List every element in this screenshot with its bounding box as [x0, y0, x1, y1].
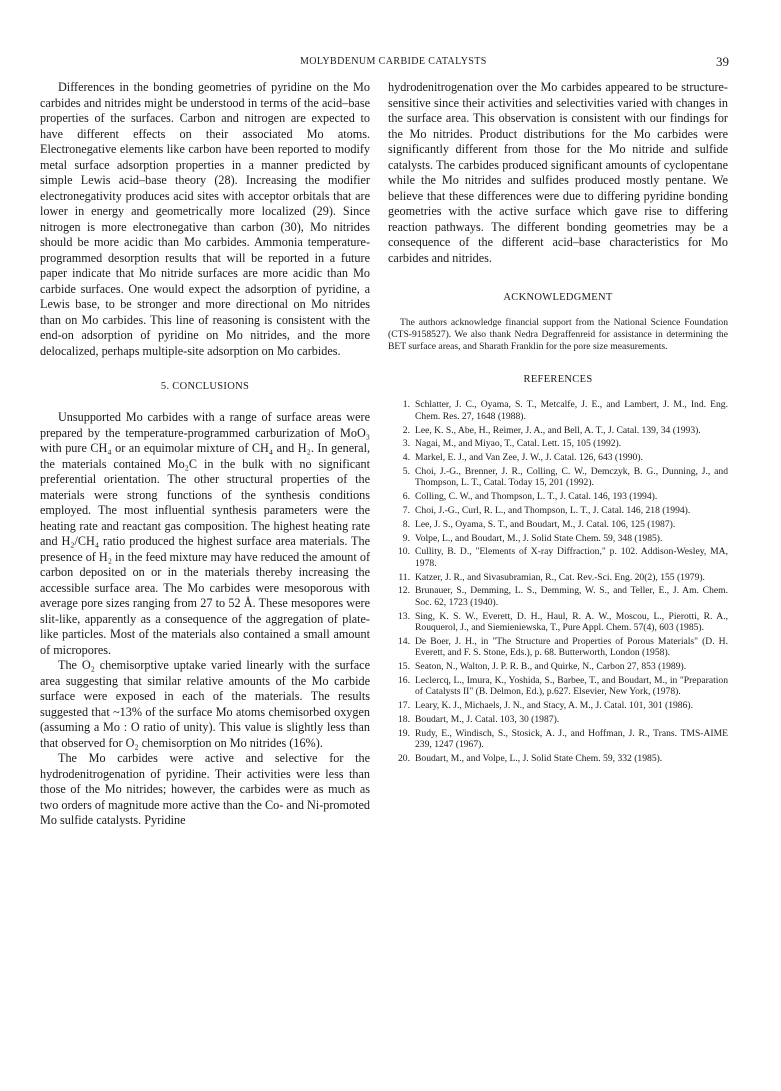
references-heading: REFERENCES: [523, 374, 593, 386]
reference-text: Boudart, M., and Volpe, L., J. Solid State Chem. 59, 332 (1985).: [415, 752, 663, 764]
reference-number: 20.: [398, 752, 410, 764]
reference-item: [388, 519, 728, 530]
reference-text: Lee, J. S., Oyama, S. T., and Boudart, M., J. Catal. 106, 125 (1987).: [415, 518, 676, 530]
conclusions-paragraph-3: The Mo carbides were active and selective for the hydrodenitrogenation of pyridine. Their activities were less than those of the Mo nitrides; however, the carbides were as much as two orders of magnitude more active than the Co- and Ni-promoted Mo sulfide catalysts. Pyridine: [40, 751, 370, 827]
reference-text: Boudart, M., J. Catal. 103, 30 (1987).: [415, 713, 560, 725]
reference-text: Sing, K. S. W., Everett, D. H., Haul, R. A. W., Moscou, L., Pierotti, R. A., Rouquerol, J., and Siemieniewska, T., Pure Appl. Chem. 57(4), 603 (1985).: [415, 610, 728, 633]
reference-number: 7.: [402, 504, 410, 516]
reference-item: [388, 585, 728, 608]
reference-text: Markel, E. J., and Van Zee, J. W., J. Catal. 126, 643 (1990).: [415, 452, 643, 464]
reference-item: [388, 714, 728, 725]
reference-number: 4.: [402, 452, 410, 464]
reference-number: 15.: [398, 660, 410, 672]
reference-item: [388, 546, 728, 569]
reference-number: 5.: [402, 465, 410, 477]
reference-text: Choi, J.-G., Brenner, J. R., Colling, C. W., Demczyk, B. G., Dunning, J., and Thompson, L. T., Catal. Today 15, 201 (1992).: [415, 465, 728, 489]
discussion-paragraph: Differences in the bonding geometries of pyridine on the Mo carbides and nitrides might be understood in terms of the acid–base properties of the surfaces. Carbon and nitrogen are expected to have different effects on their associated Mo atoms. Electronegative elements like carbon have been reported to modify metal surface adsorption properties in a manner predicted by simple Lewis acid–base theory (28). Increasing the modifier electronegativity produces acid sites with acceptor orbitals that are lower in energy and geometrically more localized (29). Since nitrogen is more electronegative than carbon (30), Mo nitrides should be more acidic than Mo carbides. Ammonia temperature-programmed desorption results that will be reported in a future paper indicate that Mo nitride surfaces are more acidic than Mo carbide surfaces. One would expect the adsorption of pyridine, a Lewis base, to be stronger and more directional on Mo nitrides than on Mo carbides. This line of reasoning is consistent with the end-on adsorption of pyridine on Mo nitrides, and the more delocalized, perhaps multiple-site adsorption on Mo carbides.: [40, 80, 370, 358]
reference-number: 10.: [398, 546, 410, 558]
reference-number: 14.: [398, 635, 410, 647]
right-column: [388, 80, 728, 767]
reference-item: [388, 438, 728, 449]
reference-text: Colling, C. W., and Thompson, L. T., J. Catal. 146, 193 (1994).: [415, 491, 658, 503]
reference-text: De Boer, J. H., in "The Structure and Properties of Porous Materials" (D. H. Everett, and F. S. Stone, Eds.), p. 68. Butterworth, London (1958).: [415, 635, 728, 659]
acknowledgment-heading: ACKNOWLEDGMENT: [503, 292, 613, 303]
reference-item: [388, 611, 728, 634]
reference-item: [388, 700, 728, 711]
reference-number: 6.: [402, 491, 410, 503]
reference-item: [388, 533, 728, 544]
page-number: 39: [716, 54, 729, 69]
reference-text: Lee, K. S., Abe, H., Reimer, J. A., and Bell, A. T., J. Catal. 139, 34 (1993).: [415, 424, 701, 436]
reference-item: [388, 399, 728, 422]
reference-number: 1.: [402, 399, 410, 411]
acknowledgment-text: The authors acknowledge financial support from the National Science Foundation (CTS-9158527). We also thank Nedra Degraffenreid for assistance in determining the BET surface areas, and Sharath Franklin for the pore size measurements.: [388, 317, 728, 352]
reference-number: 19.: [398, 727, 410, 739]
reference-text: Schlatter, J. C., Oyama, S. T., Metcalfe, J. E., and Lambert, J. M., Ind. Eng. Chem. Res. 27, 1648 (1988).: [415, 399, 728, 422]
reference-item: [388, 466, 728, 489]
reference-text: Brunauer, S., Demming, L. S., Demming, W. S., and Teller, E., J. Am. Chem. Soc. 62, 1723 (1940).: [415, 585, 728, 608]
reference-number: 18.: [398, 713, 410, 725]
reference-number: 16.: [398, 674, 410, 686]
reference-item: [388, 675, 728, 698]
conclusions-heading: 5. CONCLUSIONS: [160, 381, 250, 392]
reference-item: [388, 491, 728, 502]
reference-text: Cullity, B. D., "Elements of X-ray Diffraction," p. 102. Addison-Wesley, MA, 1978.: [415, 546, 728, 569]
reference-item: [388, 753, 728, 764]
reference-text: Leary, K. J., Michaels, J. N., and Stacy, A. M., J. Catal. 101, 301 (1986).: [415, 699, 693, 711]
reference-text: Rudy, E., Windisch, S., Stosick, A. J., and Hoffman, J. R., Trans. TMS-AIME 239, 1247 (1967).: [415, 727, 728, 750]
reference-text: Leclercq, L., Imura, K., Yoshida, S., Barbee, T., and Boudart, M., in "Preparation of Catalysts II" (B. Delmon, Ed.), p.627. Elsevier, New York, (1978).: [415, 674, 728, 698]
reference-text: Seaton, N., Walton, J. P. R. B., and Quirke, N., Carbon 27, 853 (1989).: [415, 660, 687, 672]
reference-number: 17.: [398, 699, 410, 711]
reference-text: Katzer, J. R., and Sivasubramian, R., Cat. Rev.-Sci. Eng. 20(2), 155 (1979).: [415, 571, 705, 583]
conclusions-paragraph-2: The O₂ chemisorptive uptake varied linearly with the surface area suggesting that similar relative amounts of the Mo carbide surface were exposed in each of the materials. The results suggested that ~13% of the surface Mo atoms chemisorbed oxygen (assuming a Mo : O ratio of unity). This value is slightly less than that observed for O₂ chemisorption on Mo nitrides (16%).: [40, 658, 370, 750]
reference-number: 13.: [398, 610, 410, 622]
reference-text: Volpe, L., and Boudart, M., J. Solid State Chem. 59, 348 (1985).: [415, 532, 663, 544]
conclusions-paragraph-continued: hydrodenitrogenation over the Mo carbides appeared to be structure-sensitive since their activities and selectivities varied with changes in the surface area. This observation is consistent with our findings for the Mo nitrides. Product distributions for the Mo carbides were significantly different from those for the Mo nitride and sulfide catalysts. The carbides produced significant amounts of cyclopentane while the Mo nitrides and sulfides produced mostly pentane. We believe that these differences were due to differing pyridine bonding geometries with the active surface which gave rise to differing reaction pathways. The different bonding geometries may be a consequence of the different acid–base characteristics for Mo carbides and nitrides.: [388, 80, 728, 265]
reference-text: Choi, J.-G., Curl, R. L., and Thompson, L. T., J. Catal. 146, 218 (1994).: [415, 504, 691, 516]
reference-number: 2.: [402, 424, 410, 436]
reference-number: 11.: [398, 571, 410, 583]
reference-item: [388, 452, 728, 463]
reference-item: [388, 425, 728, 436]
conclusions-paragraph-1: Unsupported Mo carbides with a range of surface areas were prepared by the temperature-programmed carburization of MoO₃ with pure CH₄ or an equimolar mixture of CH₄ and H₂. In general, the materials contained Mo₂C in the bulk with no significant preferential orientation. The other structural properties of the materials were strong functions of the synthesis conditions employed. The most influential synthesis parameters were the heating rate and reactant gas composition. The highest heating rate and H₂/CH₄ ratio produced the highest surface area materials. The presence of H₂ in the feed mixture may have reduced the amount of carbon deposited on or in the materials thereby increasing the accessible surface area. The Mo carbides were mesoporous with average pore sizes ranging from 27 to 52 Å. These mesopores were slit-like, apparently as a consequence of the aggregation of plate-like particles. Most of the materials also contained a small amount of micropores.: [40, 410, 370, 657]
reference-number: 9.: [402, 532, 410, 544]
reference-list: [388, 399, 728, 764]
reference-text: Nagai, M., and Miyao, T., Catal. Lett. 15, 105 (1992).: [415, 438, 622, 450]
reference-number: 12.: [398, 585, 410, 597]
reference-number: 8.: [402, 518, 410, 530]
reference-item: [388, 728, 728, 751]
reference-item: [388, 505, 728, 516]
left-column: [40, 80, 370, 829]
reference-item: [388, 572, 728, 583]
running-title: MOLYBDENUM CARBIDE CATALYSTS: [300, 56, 487, 67]
reference-item: [388, 636, 728, 659]
reference-item: [388, 661, 728, 672]
reference-number: 3.: [402, 438, 410, 450]
